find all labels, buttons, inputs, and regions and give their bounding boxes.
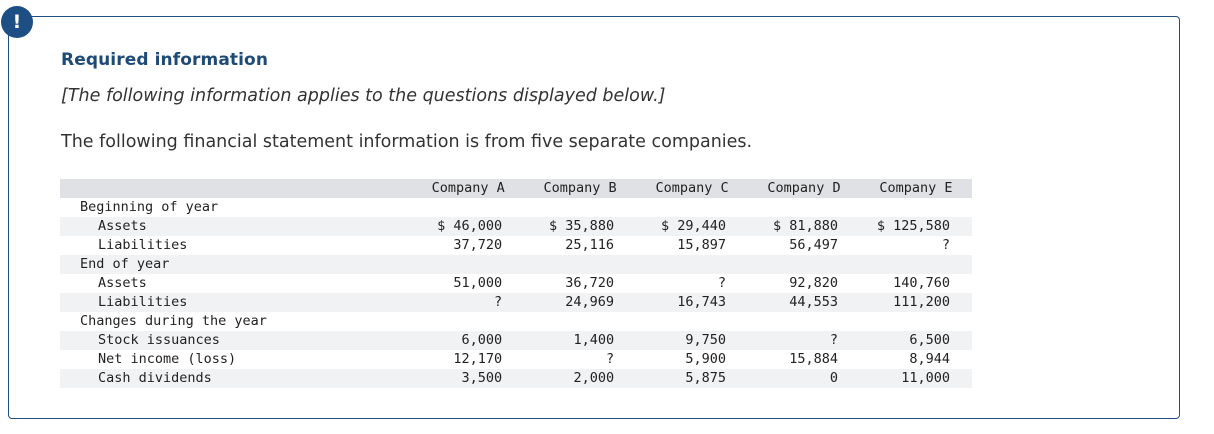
cell-company-d: $ 81,880 [748,217,860,236]
cell-company-a: 3,500 [412,369,524,388]
cell-company-c: 15,897 [677,237,727,253]
cell-company-c: $ 29,440 [636,217,748,236]
table-row-beginning-assets [60,217,972,236]
section-row-changes [60,312,972,331]
required-information-title: Required information [61,50,269,70]
table-row-net-income [60,350,972,369]
cell-company-d: 56,497 [789,237,838,253]
column-header-company-c: Company C [636,179,748,198]
table-row-stock-issuances [60,331,972,350]
financial-statement-table [60,179,972,388]
cell-company-d: 0 [748,369,860,388]
section-row-end [60,255,972,274]
cell-company-a: 12,170 [453,351,503,367]
cell-company-c: 16,743 [636,293,748,312]
cell-company-a: ? [412,293,524,312]
table-row-end-assets [60,274,972,293]
column-header-company-e: Company E [860,179,972,198]
row-label: Liabilities [60,293,412,312]
cell-company-e: 8,944 [909,351,950,367]
cell-company-c: 5,875 [636,369,748,388]
column-header-company-d: Company D [748,179,860,198]
applies-note: [The following information applies to the questions displayed below.] [61,86,666,106]
cell-company-a: 37,720 [453,237,503,253]
intro-text: The following financial statement information is from five separate companies. [61,132,753,152]
cell-company-a: 6,000 [412,331,524,350]
cell-company-d: 44,553 [748,293,860,312]
table-row-end-liabilities [60,293,972,312]
cell-company-e: 140,760 [893,275,950,291]
table-row-beginning-liabilities [60,236,972,255]
cell-company-c: 5,900 [685,351,727,367]
section-label: End of year [60,255,412,274]
cell-company-d: 92,820 [789,275,838,291]
cell-company-c: ? [717,275,727,291]
row-label: Stock issuances [60,331,412,350]
cell-company-e: ? [941,237,950,253]
row-label: Net income (loss) [98,351,237,367]
row-label: Liabilities [98,237,188,253]
cell-company-c: 9,750 [636,331,748,350]
column-header-label [60,179,412,198]
cell-company-a: $ 46,000 [412,217,524,236]
section-label: Beginning of year [80,199,219,215]
cell-company-e: 6,500 [860,331,972,350]
cell-company-b: $ 35,880 [524,217,636,236]
alert-icon: ! [1,6,33,38]
section-row-beginning [60,198,972,217]
row-label: Cash dividends [60,369,412,388]
row-label: Assets [98,275,147,291]
section-label: Changes during the year [80,313,267,329]
cell-company-b: 2,000 [524,369,636,388]
column-header-company-b: Company B [524,179,636,198]
cell-company-b: 1,400 [524,331,636,350]
cell-company-b: 36,720 [565,275,615,291]
cell-company-b: 24,969 [524,293,636,312]
table-header-row [60,179,972,198]
cell-company-d: 15,884 [789,351,838,367]
cell-company-e: 11,000 [860,369,972,388]
table-row-cash-dividends [60,369,972,388]
cell-company-d: ? [748,331,860,350]
cell-company-a: 51,000 [453,275,503,291]
cell-company-b: 25,116 [565,237,615,253]
cell-company-e: 111,200 [860,293,972,312]
cell-company-b: ? [605,351,615,367]
cell-company-e: $ 125,580 [860,217,972,236]
column-header-company-a: Company A [412,179,524,198]
row-label: Assets [60,217,412,236]
